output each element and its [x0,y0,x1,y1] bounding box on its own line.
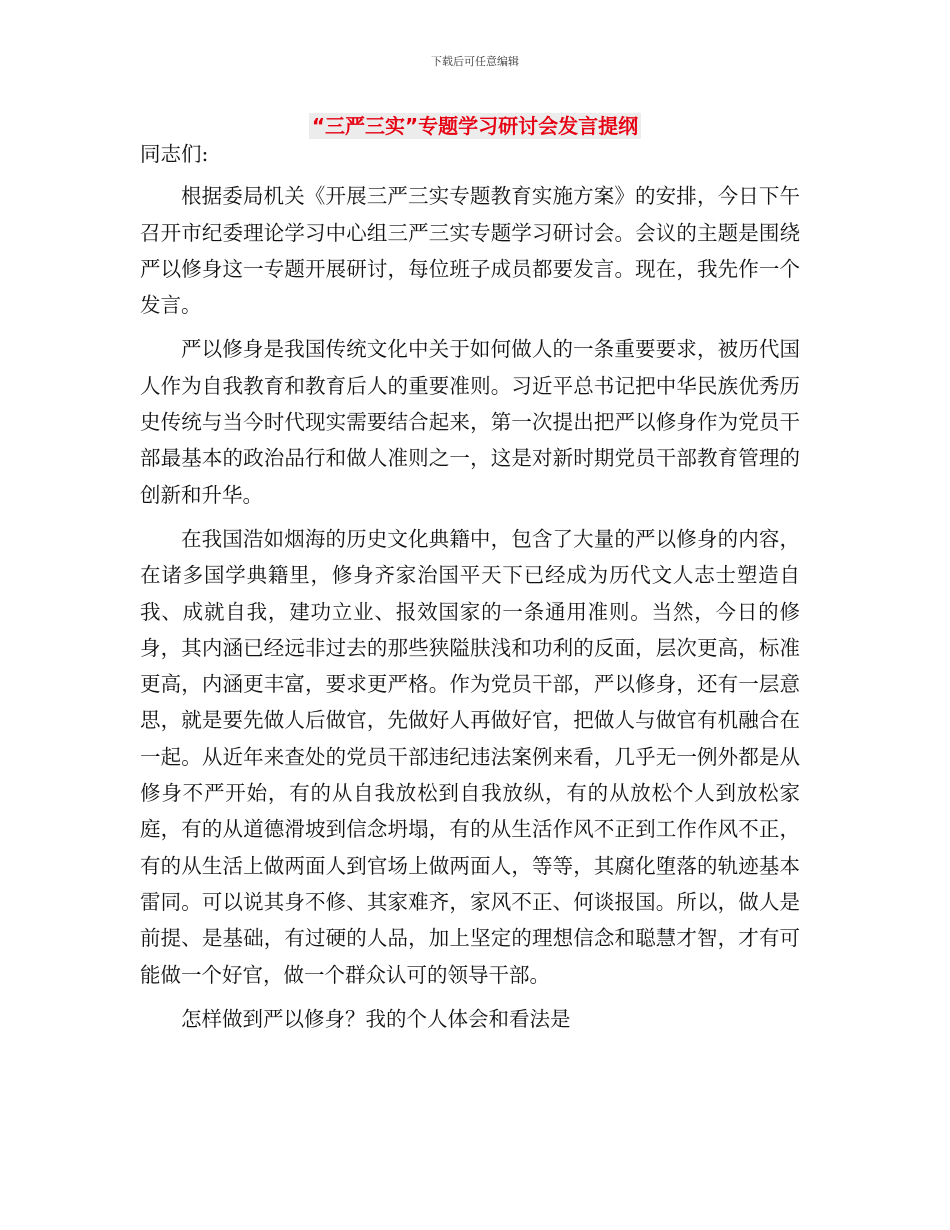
paragraph: 根据委局机关《开展三严三实专题教育实施方案》的安排，今日下午召开市纪委理论学习中心组三严三实专题学习研讨会。会议的主题是围绕严以修身这一专题开展研讨，每位班子成员都要发言。现在，我先作一个发言。 [140,184,800,318]
document-title: “三严三实”专题学习研讨会发言提纲 [309,113,641,139]
paragraph: 怎样做到严以修身？我的个人体会和看法是 [181,1006,571,1031]
paragraph: 在我国浩如烟海的历史文化典籍中，包含了大量的严以修身的内容，在诸多国学典籍里，修身齐家治国平天下已经成为历代文人志士塑造自我、成就自我，建功立业、报效国家的一条通用准则。当然，今日的修身，其内涵已经远非过去的那些狭隘肤浅和功利的反面，层次更高，标准更高，内涵更丰富，要求更严格。作为党员干部，严以修身，还有一层意思，就是要先做人后做官，先做好人再做好官，把做人与做官有机融合在一起。从近年来查处的党员干部违纪违法案例来看，几乎无一例外都是从修身不严开始，有的从自我放松到自我放纵，有的从放松个人到放松家庭，有的从道德滑坡到信念坍塌，有的从生活作风不正到工作作风不正，有的从生活上做两面人到官场上做两面人，等等，其腐化堕落的轨迹基本雷同。可以说其身不修、其家难齐，家风不正、何谈报国。所以，做人是前提、是基础，有过硬的人品，加上坚定的理想信念和聪慧才智，才有可能做一个好官，做一个群众认可的领导干部。 [140,526,800,987]
paragraph: 严以修身是我国传统文化中关于如何做人的一条重要要求，被历代国人作为自我教育和教育后人的重要准则。习近平总书记把中华民族优秀历史传统与当今时代现实需要结合起来，第一次提出把严以修身作为党员干部最基本的政治品行和做人准则之一，这是对新时期党员干部教育管理的创新和升华。 [140,337,800,507]
document-body [140,136,800,1037]
salutation: 同志们: [140,142,209,166]
header-note: 下载后可任意编辑 [431,55,519,68]
